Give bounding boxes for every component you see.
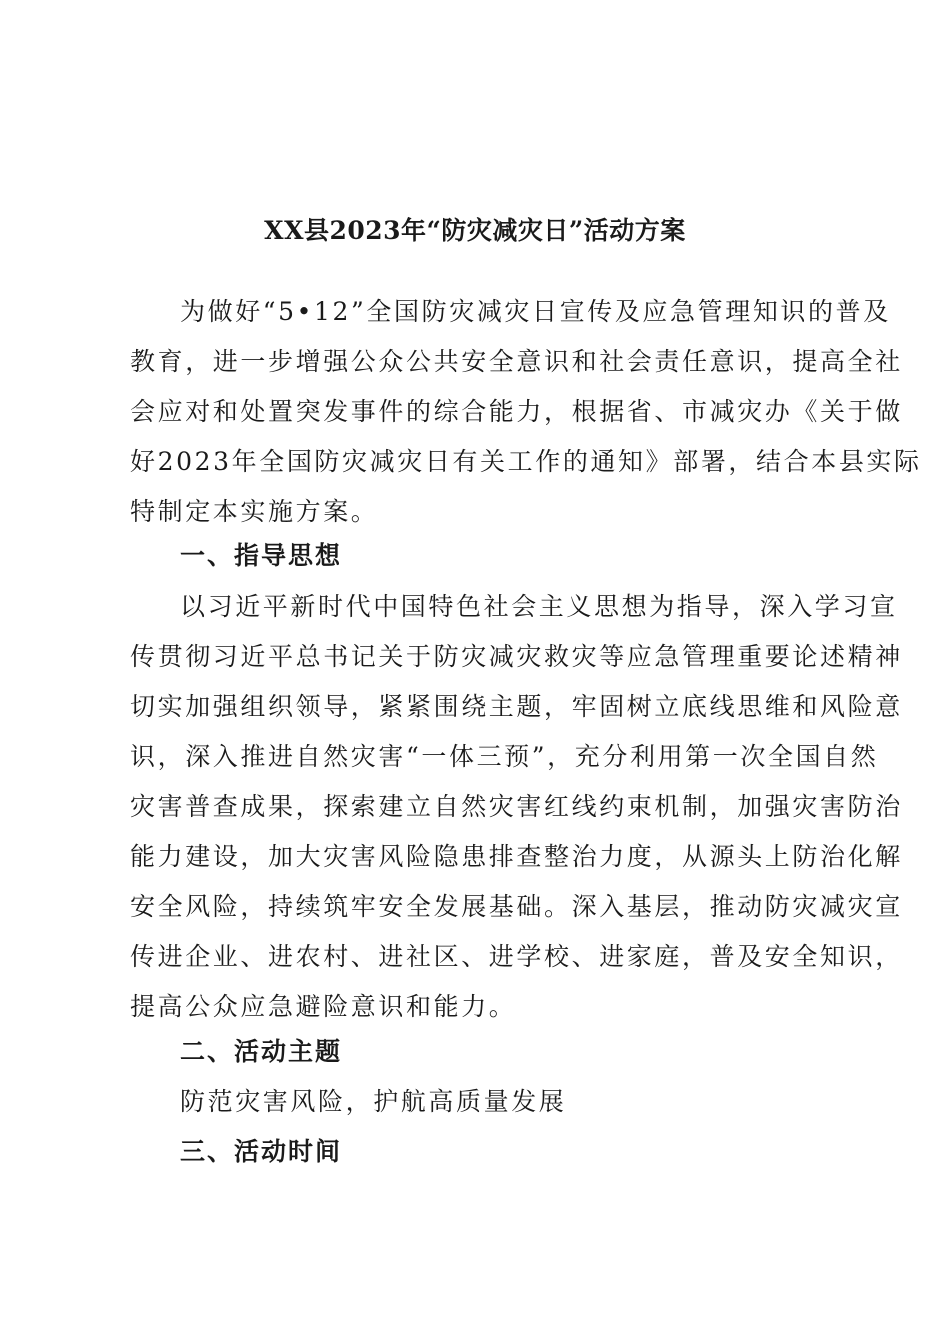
paragraph-line: 教育，进一步增强公众公共安全意识和社会责任意识，提高全社 [130, 347, 903, 376]
paragraph-line: 特制定本实施方案。 [130, 497, 379, 526]
paragraph-line: 识，深入推进自然灾害“一体三预”，充分利用第一次全国自然 [130, 742, 879, 771]
paragraph-line: 安全风险，持续筑牢安全发展基础。深入基层，推动防灾减灾宣 [130, 892, 903, 921]
document-title: XX县2023年“防灾减灾日”活动方案 [264, 216, 686, 245]
paragraph-line: 以习近平新时代中国特色社会主义思想为指导，深入学习宣 [180, 592, 898, 621]
paragraph-line: 好2023年全国防灾减灾日有关工作的通知》部署，结合本县实际 [130, 447, 922, 476]
paragraph-line: 切实加强组织领导，紧紧围绕主题，牢固树立底线思维和风险意 [130, 692, 903, 721]
section-heading-activity-time: 三、活动时间 [180, 1137, 343, 1166]
paragraph-line: 传进企业、进农村、进社区、进学校、进家庭，普及安全知识， [130, 942, 903, 971]
activity-theme-text: 防范灾害风险，护航高质量发展 [180, 1087, 567, 1116]
section-heading-guiding-ideology: 一、指导思想 [180, 541, 343, 570]
paragraph-line: 灾害普查成果，探索建立自然灾害红线约束机制，加强灾害防治 [130, 792, 903, 821]
paragraph-line: 能力建设，加大灾害风险隐患排查整治力度，从源头上防治化解 [130, 842, 903, 871]
paragraph-line: 会应对和处置突发事件的综合能力，根据省、市减灾办《关于做 [130, 397, 903, 426]
paragraph-line: 为做好“5•12”全国防灾减灾日宣传及应急管理知识的普及 [180, 297, 891, 326]
paragraph-line: 提高公众应急避险意识和能力。 [130, 992, 517, 1021]
section-heading-activity-theme: 二、活动主题 [180, 1037, 343, 1066]
intro-paragraph [130, 287, 922, 537]
guiding-ideology-paragraph [130, 582, 903, 1032]
paragraph-line: 传贯彻习近平总书记关于防灾减灾救灾等应急管理重要论述精神 [130, 642, 903, 671]
